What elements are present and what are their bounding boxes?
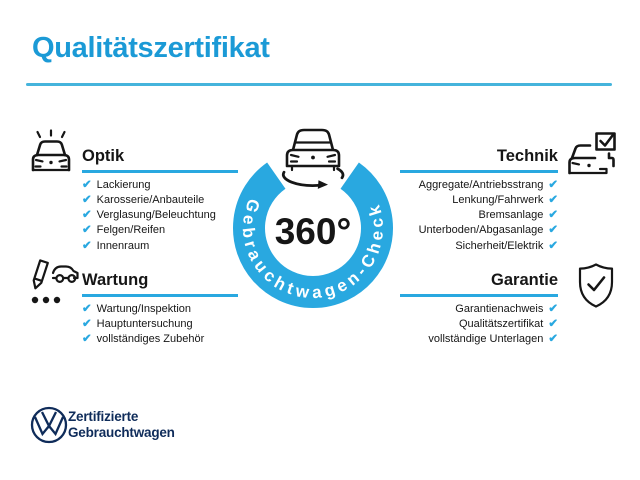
- check-item-label: Lenkung/Fahrwerk: [452, 193, 544, 206]
- center-badge: [225, 118, 405, 315]
- check-icon: ✔: [548, 317, 558, 330]
- check-icon: ✔: [82, 239, 92, 252]
- check-item: [82, 193, 238, 208]
- car-front-icon: [287, 130, 339, 170]
- check-icon: ✔: [82, 193, 92, 206]
- section-optik-items: [82, 178, 238, 254]
- check-item-label: Sicherheit/Elektrik: [455, 239, 544, 252]
- section-technik-divider: [400, 170, 558, 173]
- check-icon: ✔: [548, 224, 558, 237]
- check-icon: ✔: [548, 178, 558, 191]
- check-icon: ✔: [82, 209, 92, 222]
- check-item: [82, 332, 238, 347]
- check-item-label: Qualitätszertifikat: [458, 317, 544, 330]
- rotate-arrow-icon: [283, 172, 318, 185]
- check-icon: ✔: [82, 302, 92, 315]
- check-item: [82, 302, 238, 317]
- check-icon: ✔: [548, 239, 558, 252]
- check-item-label: Innenraum: [96, 239, 150, 252]
- check-icon: ✔: [548, 333, 558, 346]
- car-checkbox-icon: [568, 130, 618, 180]
- check-item: [400, 317, 558, 332]
- section-optik: [82, 146, 238, 254]
- section-wartung-items: [82, 302, 238, 348]
- check-icon: ✔: [82, 317, 92, 330]
- check-item-label: Wartung/Inspektion: [96, 302, 192, 315]
- check-item-label: vollständiges Zubehör: [96, 333, 205, 346]
- check-icon: ✔: [82, 224, 92, 237]
- shield-check-icon: [575, 262, 617, 309]
- check-item: [400, 208, 558, 223]
- page-title: Qualitätszertifikat: [32, 32, 270, 64]
- section-garantie-title: Garantie: [491, 271, 558, 289]
- check-item: [400, 193, 558, 208]
- badge-ring-label: Gebrauchtwagen-Check: [238, 196, 388, 303]
- check-item-label: Felgen/Reifen: [96, 224, 166, 237]
- vw-logo: [29, 405, 69, 445]
- car-shine-icon: [27, 129, 75, 175]
- check-item: [400, 302, 558, 317]
- check-item: [82, 208, 238, 223]
- check-item-label: Hauptuntersuchung: [96, 317, 193, 330]
- check-item-label: Unterboden/Abgasanlage: [418, 224, 544, 237]
- check-icon: ✔: [82, 333, 92, 346]
- check-item: [400, 223, 558, 238]
- check-icon: ✔: [548, 193, 558, 206]
- check-item: [82, 223, 238, 238]
- section-technik-title: Technik: [496, 147, 558, 165]
- section-wartung-divider: [82, 294, 238, 297]
- check-icon: ✔: [548, 302, 558, 315]
- badge-degrees-label: 360°: [274, 211, 352, 252]
- check-item-label: Bremsanlage: [478, 209, 544, 222]
- check-item: [82, 239, 238, 254]
- section-garantie: [400, 270, 558, 347]
- brand-text: [68, 409, 175, 440]
- check-item-label: Karosserie/Anbauteile: [96, 193, 205, 206]
- check-item-label: Lackierung: [96, 178, 151, 191]
- brand-line1: Zertifizierte: [68, 409, 139, 424]
- brand-line2: Gebrauchtwagen: [68, 424, 175, 440]
- check-icon: ✔: [548, 209, 558, 222]
- check-item: [82, 178, 238, 193]
- title-divider: [26, 83, 612, 86]
- check-icon: ✔: [82, 178, 92, 191]
- check-item-label: Verglasung/Beleuchtung: [96, 209, 216, 222]
- section-wartung-title: Wartung: [82, 271, 149, 289]
- check-item: [400, 178, 558, 193]
- check-item-label: vollständige Unterlagen: [428, 333, 544, 346]
- check-item-label: Garantienachweis: [455, 302, 544, 315]
- pencil-car-icon: [26, 258, 80, 306]
- section-wartung: [82, 270, 238, 347]
- section-garantie-divider: [400, 294, 558, 297]
- section-technik-items: [400, 178, 558, 254]
- section-garantie-items: [400, 302, 558, 348]
- check-item: [400, 332, 558, 347]
- check-item: [82, 317, 238, 332]
- section-technik: [400, 146, 558, 254]
- check-item-label: Aggregate/Antriebsstrang: [418, 178, 544, 191]
- check-item: [400, 239, 558, 254]
- section-optik-divider: [82, 170, 238, 173]
- section-optik-title: Optik: [82, 147, 125, 165]
